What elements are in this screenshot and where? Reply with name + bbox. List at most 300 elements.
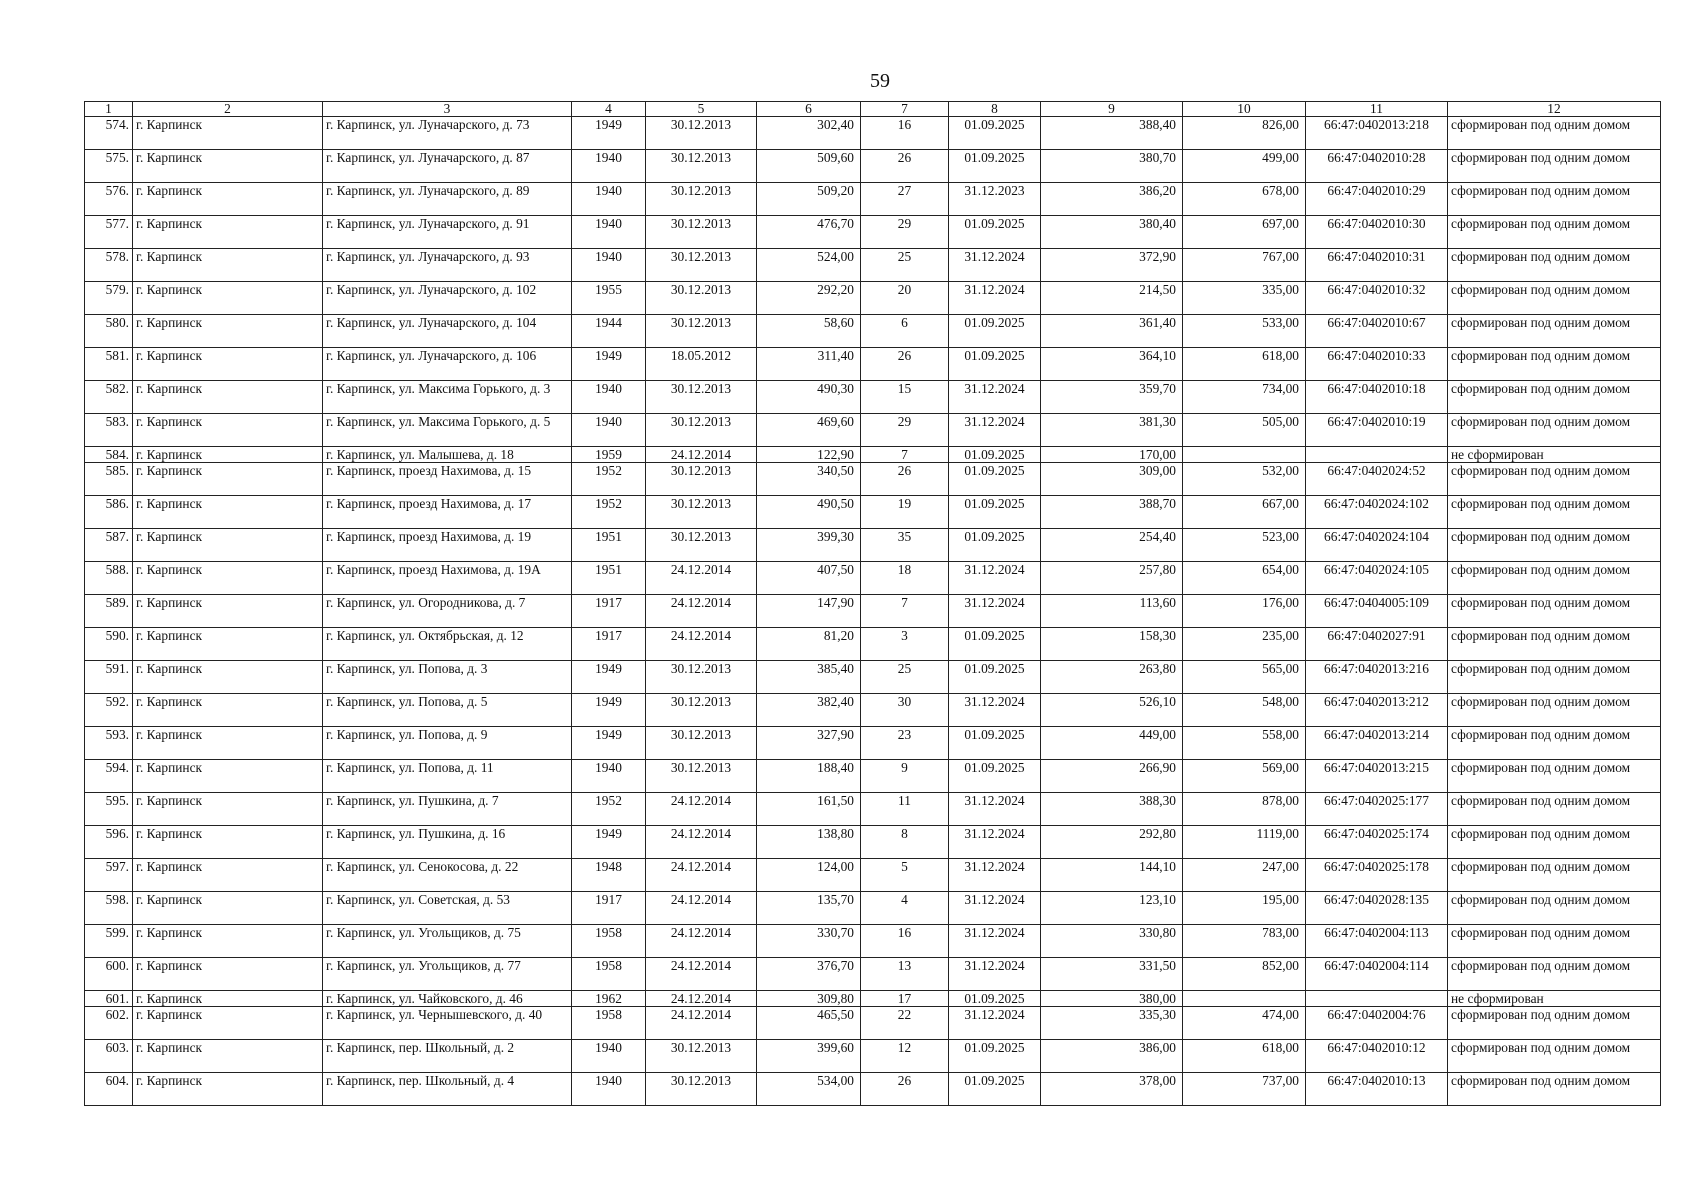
table-cell: 577. [85, 216, 133, 249]
table-cell: 158,30 [1041, 628, 1183, 661]
table-cell: 01.09.2025 [949, 447, 1041, 463]
table-cell: 1948 [572, 859, 646, 892]
table-cell: 254,40 [1041, 529, 1183, 562]
table-cell: г. Карпинск [133, 216, 323, 249]
table-cell: 31.12.2024 [949, 826, 1041, 859]
table-cell: г. Карпинск [133, 529, 323, 562]
table-cell: 161,50 [757, 793, 861, 826]
table-cell: 6 [861, 315, 949, 348]
table-cell: сформирован под одним домом [1448, 216, 1661, 249]
table-cell: сформирован под одним домом [1448, 414, 1661, 447]
column-header: 2 [133, 102, 323, 117]
table-cell: 247,00 [1183, 859, 1306, 892]
table-cell: 509,20 [757, 183, 861, 216]
table-cell: 01.09.2025 [949, 117, 1041, 150]
table-row [85, 793, 1661, 826]
table-cell: сформирован под одним домом [1448, 958, 1661, 991]
table-cell: 309,80 [757, 991, 861, 1007]
table-row [85, 727, 1661, 760]
table-cell: 66:47:0402010:13 [1306, 1073, 1448, 1106]
table-cell: 589. [85, 595, 133, 628]
table-cell: сформирован под одним домом [1448, 925, 1661, 958]
table-cell: 340,50 [757, 463, 861, 496]
table-cell: сформирован под одним домом [1448, 892, 1661, 925]
table-cell: 01.09.2025 [949, 529, 1041, 562]
table-cell: 31.12.2024 [949, 595, 1041, 628]
table-cell: 667,00 [1183, 496, 1306, 529]
table-cell: 597. [85, 859, 133, 892]
table-cell: 578. [85, 249, 133, 282]
table-cell: 474,00 [1183, 1007, 1306, 1040]
table-cell: 58,60 [757, 315, 861, 348]
table-cell: г. Карпинск [133, 958, 323, 991]
table-cell: сформирован под одним домом [1448, 760, 1661, 793]
table-cell: г. Карпинск [133, 496, 323, 529]
table-cell: сформирован под одним домом [1448, 661, 1661, 694]
table-cell: 30.12.2013 [646, 760, 757, 793]
table-cell: 532,00 [1183, 463, 1306, 496]
table-cell: 604. [85, 1073, 133, 1106]
table-cell: 737,00 [1183, 1073, 1306, 1106]
table-cell: 66:47:0402004:114 [1306, 958, 1448, 991]
column-header: 7 [861, 102, 949, 117]
table-cell: 30.12.2013 [646, 496, 757, 529]
table-cell: г. Карпинск, ул. Огородникова, д. 7 [323, 595, 572, 628]
table-cell: 30.12.2013 [646, 315, 757, 348]
table-cell: 66:47:0402010:28 [1306, 150, 1448, 183]
table-cell: сформирован под одним домом [1448, 595, 1661, 628]
table-cell: 534,00 [757, 1073, 861, 1106]
table-cell: 31.12.2024 [949, 793, 1041, 826]
table-cell: 24.12.2014 [646, 1007, 757, 1040]
table-cell: 30.12.2013 [646, 1040, 757, 1073]
table-cell: 31.12.2024 [949, 414, 1041, 447]
column-header: 6 [757, 102, 861, 117]
table-cell: 66:47:0402010:29 [1306, 183, 1448, 216]
table-cell: 24.12.2014 [646, 447, 757, 463]
table-cell: 01.09.2025 [949, 348, 1041, 381]
table-cell: 11 [861, 793, 949, 826]
column-header: 10 [1183, 102, 1306, 117]
table-cell: 66:47:0402010:30 [1306, 216, 1448, 249]
table-cell: 29 [861, 414, 949, 447]
page-number: 59 [870, 70, 890, 92]
table-cell: 1955 [572, 282, 646, 315]
table-cell: г. Карпинск, ул. Попова, д. 5 [323, 694, 572, 727]
table-cell: 66:47:0402010:67 [1306, 315, 1448, 348]
table-cell: 1958 [572, 958, 646, 991]
table-cell: 18 [861, 562, 949, 595]
column-number-row [85, 102, 1661, 117]
table-cell: 465,50 [757, 1007, 861, 1040]
table-cell: г. Карпинск [133, 117, 323, 150]
table-cell: 66:47:0402025:174 [1306, 826, 1448, 859]
table-cell: 66:47:0402010:19 [1306, 414, 1448, 447]
table-cell: г. Карпинск [133, 348, 323, 381]
table-cell: 01.09.2025 [949, 991, 1041, 1007]
table-cell: г. Карпинск, ул. Луначарского, д. 73 [323, 117, 572, 150]
table-row [85, 991, 1661, 1007]
table-row [85, 150, 1661, 183]
table-cell: 330,80 [1041, 925, 1183, 958]
table-cell: 1119,00 [1183, 826, 1306, 859]
table-cell: 24.12.2014 [646, 925, 757, 958]
table-cell: 01.09.2025 [949, 628, 1041, 661]
table-cell: 24.12.2014 [646, 958, 757, 991]
column-header: 11 [1306, 102, 1448, 117]
table-cell: 583. [85, 414, 133, 447]
table-cell: 599. [85, 925, 133, 958]
table-cell: 3 [861, 628, 949, 661]
table-cell: 176,00 [1183, 595, 1306, 628]
table-row [85, 249, 1661, 282]
table-row [85, 628, 1661, 661]
table-cell: 113,60 [1041, 595, 1183, 628]
table-cell: 388,40 [1041, 117, 1183, 150]
table-cell: г. Карпинск, ул. Пушкина, д. 16 [323, 826, 572, 859]
table-cell: 17 [861, 991, 949, 1007]
table-cell: сформирован под одним домом [1448, 727, 1661, 760]
table-cell: 372,90 [1041, 249, 1183, 282]
table-cell: 600. [85, 958, 133, 991]
table-cell: 382,40 [757, 694, 861, 727]
table-cell: 381,30 [1041, 414, 1183, 447]
table-cell: г. Карпинск, проезд Нахимова, д. 19А [323, 562, 572, 595]
table-cell: г. Карпинск, ул. Чайковского, д. 46 [323, 991, 572, 1007]
table-cell: 505,00 [1183, 414, 1306, 447]
table-cell: 361,40 [1041, 315, 1183, 348]
table-cell: г. Карпинск, ул. Сенокосова, д. 22 [323, 859, 572, 892]
table-row [85, 1073, 1661, 1106]
table-cell: 01.09.2025 [949, 216, 1041, 249]
table-cell: 1959 [572, 447, 646, 463]
table-cell: 66:47:0402024:104 [1306, 529, 1448, 562]
table-cell: 22 [861, 1007, 949, 1040]
table-cell: 399,30 [757, 529, 861, 562]
table-cell: 66:47:0402013:216 [1306, 661, 1448, 694]
table-cell: 01.09.2025 [949, 1040, 1041, 1073]
table-cell: г. Карпинск, проезд Нахимова, д. 17 [323, 496, 572, 529]
table-cell: г. Карпинск, ул. Луначарского, д. 93 [323, 249, 572, 282]
table-cell: 1940 [572, 1073, 646, 1106]
table-cell: 852,00 [1183, 958, 1306, 991]
table-row [85, 414, 1661, 447]
column-header: 12 [1448, 102, 1661, 117]
table-cell: 30.12.2013 [646, 249, 757, 282]
table-cell [1183, 447, 1306, 463]
table-cell: сформирован под одним домом [1448, 1040, 1661, 1073]
table-cell: 331,50 [1041, 958, 1183, 991]
table-cell: 1951 [572, 562, 646, 595]
table-cell: 594. [85, 760, 133, 793]
table-cell: 30.12.2013 [646, 381, 757, 414]
table-cell: г. Карпинск, ул. Угольщиков, д. 75 [323, 925, 572, 958]
table-cell: 1952 [572, 793, 646, 826]
table-cell: 31.12.2024 [949, 925, 1041, 958]
table-cell: 388,70 [1041, 496, 1183, 529]
table-cell: 16 [861, 117, 949, 150]
table-cell: г. Карпинск, ул. Луначарского, д. 102 [323, 282, 572, 315]
table-cell: сформирован под одним домом [1448, 183, 1661, 216]
table-cell: г. Карпинск, ул. Максима Горького, д. 3 [323, 381, 572, 414]
table-cell: сформирован под одним домом [1448, 496, 1661, 529]
table-cell: 558,00 [1183, 727, 1306, 760]
table-cell: 335,00 [1183, 282, 1306, 315]
table-cell: г. Карпинск, ул. Угольщиков, д. 77 [323, 958, 572, 991]
table-cell: г. Карпинск, ул. Луначарского, д. 89 [323, 183, 572, 216]
table-cell: 327,90 [757, 727, 861, 760]
table-cell: сформирован под одним домом [1448, 381, 1661, 414]
table-cell: сформирован под одним домом [1448, 315, 1661, 348]
table-cell: 1940 [572, 1040, 646, 1073]
table-cell: 66:47:0402013:214 [1306, 727, 1448, 760]
table-cell: г. Карпинск [133, 249, 323, 282]
table-cell: г. Карпинск [133, 562, 323, 595]
table-cell: 01.09.2025 [949, 315, 1041, 348]
table-cell: 565,00 [1183, 661, 1306, 694]
table-cell: 359,70 [1041, 381, 1183, 414]
table-cell: 12 [861, 1040, 949, 1073]
table-cell: г. Карпинск [133, 694, 323, 727]
table-row [85, 661, 1661, 694]
table-cell: 66:47:0404005:109 [1306, 595, 1448, 628]
table-cell: 734,00 [1183, 381, 1306, 414]
column-header: 1 [85, 102, 133, 117]
table-cell [1183, 991, 1306, 1007]
table-cell: 30.12.2013 [646, 414, 757, 447]
table-row [85, 595, 1661, 628]
table-cell: 24.12.2014 [646, 859, 757, 892]
table-row [85, 562, 1661, 595]
table-cell: 66:47:0402010:12 [1306, 1040, 1448, 1073]
table-cell: сформирован под одним домом [1448, 793, 1661, 826]
table-cell: 533,00 [1183, 315, 1306, 348]
table-row [85, 529, 1661, 562]
table-cell: г. Карпинск [133, 381, 323, 414]
table-cell: 386,20 [1041, 183, 1183, 216]
table-cell: 386,00 [1041, 1040, 1183, 1073]
table-cell: 30.12.2013 [646, 661, 757, 694]
table-cell: 30.12.2013 [646, 183, 757, 216]
table-cell: г. Карпинск, ул. Луначарского, д. 104 [323, 315, 572, 348]
column-header: 8 [949, 102, 1041, 117]
table-cell: 24.12.2014 [646, 562, 757, 595]
table-cell: 30.12.2013 [646, 529, 757, 562]
table-cell: 330,70 [757, 925, 861, 958]
table-cell: 1958 [572, 1007, 646, 1040]
table-cell: 580. [85, 315, 133, 348]
column-header: 9 [1041, 102, 1183, 117]
table-cell: 257,80 [1041, 562, 1183, 595]
table-cell: 509,60 [757, 150, 861, 183]
table-cell: 399,60 [757, 1040, 861, 1073]
table-row [85, 859, 1661, 892]
table-cell: 5 [861, 859, 949, 892]
table-cell: 66:47:0402013:212 [1306, 694, 1448, 727]
table-cell: 27 [861, 183, 949, 216]
table-cell: сформирован под одним домом [1448, 562, 1661, 595]
table-cell: 35 [861, 529, 949, 562]
table-cell: г. Карпинск [133, 925, 323, 958]
table-cell: 1917 [572, 892, 646, 925]
table-cell: 579. [85, 282, 133, 315]
table-cell: 122,90 [757, 447, 861, 463]
table-cell: 66:47:0402004:76 [1306, 1007, 1448, 1040]
table-cell: 30 [861, 694, 949, 727]
table-cell: не сформирован [1448, 447, 1661, 463]
table-cell: 66:47:0402025:178 [1306, 859, 1448, 892]
table-cell: 581. [85, 348, 133, 381]
table-cell: сформирован под одним домом [1448, 117, 1661, 150]
table-row [85, 282, 1661, 315]
table-cell: 678,00 [1183, 183, 1306, 216]
table-cell: 593. [85, 727, 133, 760]
table-cell: 31.12.2023 [949, 183, 1041, 216]
table-row [85, 117, 1661, 150]
table-cell: 23 [861, 727, 949, 760]
table-cell: 25 [861, 661, 949, 694]
table-cell: 66:47:0402010:31 [1306, 249, 1448, 282]
table-cell: г. Карпинск [133, 150, 323, 183]
table-cell: 13 [861, 958, 949, 991]
table-cell: г. Карпинск [133, 826, 323, 859]
table-cell: сформирован под одним домом [1448, 628, 1661, 661]
table-cell: 144,10 [1041, 859, 1183, 892]
table-cell: 1949 [572, 661, 646, 694]
table-cell: 30.12.2013 [646, 216, 757, 249]
table-cell: 30.12.2013 [646, 282, 757, 315]
table-cell: 30.12.2013 [646, 727, 757, 760]
table-cell: 1940 [572, 414, 646, 447]
table-cell: 590. [85, 628, 133, 661]
table-cell: 30.12.2013 [646, 150, 757, 183]
table-cell: 66:47:0402024:102 [1306, 496, 1448, 529]
table-cell: 66:47:0402027:91 [1306, 628, 1448, 661]
table-cell: 15 [861, 381, 949, 414]
table-cell: 574. [85, 117, 133, 150]
table-cell: сформирован под одним домом [1448, 1073, 1661, 1106]
table-cell: 66:47:0402004:113 [1306, 925, 1448, 958]
table-cell: 1962 [572, 991, 646, 1007]
table-cell: 476,70 [757, 216, 861, 249]
table-cell: 523,00 [1183, 529, 1306, 562]
table-cell: 19 [861, 496, 949, 529]
table-cell: г. Карпинск, ул. Луначарского, д. 106 [323, 348, 572, 381]
table-cell: г. Карпинск, ул. Попова, д. 11 [323, 760, 572, 793]
table-cell: 378,00 [1041, 1073, 1183, 1106]
table-cell: г. Карпинск [133, 595, 323, 628]
column-header: 4 [572, 102, 646, 117]
table-cell [1306, 447, 1448, 463]
table-cell: 524,00 [757, 249, 861, 282]
table-cell: 170,00 [1041, 447, 1183, 463]
table-cell: 01.09.2025 [949, 1073, 1041, 1106]
table-cell: г. Карпинск, пер. Школьный, д. 2 [323, 1040, 572, 1073]
table-cell: г. Карпинск, проезд Нахимова, д. 15 [323, 463, 572, 496]
table-cell: г. Карпинск, пер. Школьный, д. 4 [323, 1073, 572, 1106]
table-cell: г. Карпинск, ул. Малышева, д. 18 [323, 447, 572, 463]
table-row [85, 496, 1661, 529]
table-cell: 596. [85, 826, 133, 859]
table-cell: 407,50 [757, 562, 861, 595]
table-cell: 309,00 [1041, 463, 1183, 496]
table-cell: 31.12.2024 [949, 282, 1041, 315]
table-cell: 1949 [572, 727, 646, 760]
table-cell: 1949 [572, 348, 646, 381]
table-cell: 449,00 [1041, 727, 1183, 760]
table-cell: г. Карпинск [133, 661, 323, 694]
table-cell: г. Карпинск, ул. Чернышевского, д. 40 [323, 1007, 572, 1040]
table-cell: г. Карпинск [133, 1007, 323, 1040]
table-cell: г. Карпинск [133, 463, 323, 496]
table-cell: 1949 [572, 117, 646, 150]
table-cell: 01.09.2025 [949, 463, 1041, 496]
table-cell: сформирован под одним домом [1448, 1007, 1661, 1040]
table-cell: 603. [85, 1040, 133, 1073]
table-row [85, 925, 1661, 958]
table-row [85, 381, 1661, 414]
table-cell: г. Карпинск [133, 315, 323, 348]
table-cell: г. Карпинск [133, 628, 323, 661]
table-cell: 585. [85, 463, 133, 496]
table-row [85, 216, 1661, 249]
table-cell: 292,80 [1041, 826, 1183, 859]
table-cell: сформирован под одним домом [1448, 150, 1661, 183]
table-cell: 575. [85, 150, 133, 183]
table-cell: 31.12.2024 [949, 694, 1041, 727]
table-cell: 30.12.2013 [646, 694, 757, 727]
table-row [85, 826, 1661, 859]
table-cell: 24.12.2014 [646, 793, 757, 826]
table-cell: 124,00 [757, 859, 861, 892]
table-cell: 584. [85, 447, 133, 463]
table-cell: 01.09.2025 [949, 150, 1041, 183]
table-cell: не сформирован [1448, 991, 1661, 1007]
table-cell: 490,50 [757, 496, 861, 529]
table-cell: 81,20 [757, 628, 861, 661]
table-row [85, 892, 1661, 925]
table-row [85, 183, 1661, 216]
table-cell: 697,00 [1183, 216, 1306, 249]
table-cell: 826,00 [1183, 117, 1306, 150]
table-cell: 66:47:0402013:218 [1306, 117, 1448, 150]
table-cell: г. Карпинск, ул. Советская, д. 53 [323, 892, 572, 925]
table-cell: 31.12.2024 [949, 249, 1041, 282]
table-cell: 66:47:0402013:215 [1306, 760, 1448, 793]
table-cell: г. Карпинск [133, 760, 323, 793]
column-header: 3 [323, 102, 572, 117]
table-cell: г. Карпинск, ул. Луначарского, д. 91 [323, 216, 572, 249]
table-cell: 26 [861, 1073, 949, 1106]
table-cell: 31.12.2024 [949, 859, 1041, 892]
table-cell: 385,40 [757, 661, 861, 694]
table-cell: 66:47:0402025:177 [1306, 793, 1448, 826]
table-cell: г. Карпинск, ул. Октябрьская, д. 12 [323, 628, 572, 661]
table-cell: г. Карпинск, проезд Нахимова, д. 19 [323, 529, 572, 562]
table-cell: г. Карпинск [133, 859, 323, 892]
table-cell: 20 [861, 282, 949, 315]
table-cell: 364,10 [1041, 348, 1183, 381]
table-cell: 195,00 [1183, 892, 1306, 925]
table-cell: г. Карпинск [133, 282, 323, 315]
table-cell: 1917 [572, 628, 646, 661]
table-cell: 26 [861, 463, 949, 496]
table-cell: 588. [85, 562, 133, 595]
table-cell: 7 [861, 595, 949, 628]
table-cell: 25 [861, 249, 949, 282]
table-cell: 1944 [572, 315, 646, 348]
table-cell: 24.12.2014 [646, 628, 757, 661]
